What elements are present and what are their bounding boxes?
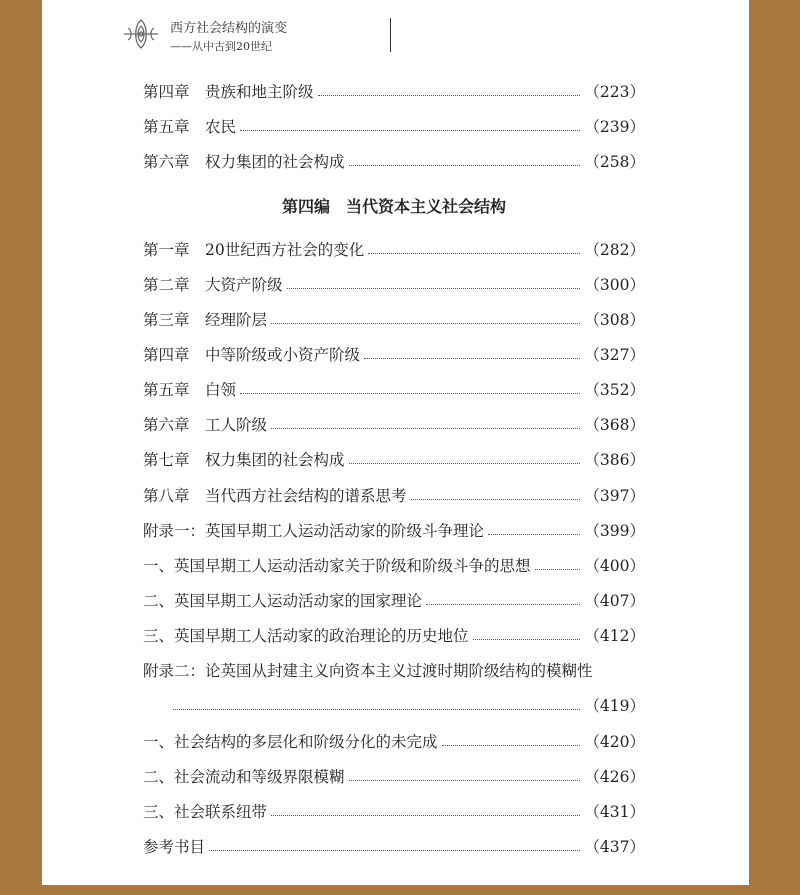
toc-entry (143, 115, 645, 139)
toc-entry-title: 第六章 权力集团的社会构成 (143, 153, 345, 171)
toc-entry-page: （368） (584, 416, 645, 434)
toc-entry-title: 第二章 大资产阶级 (143, 276, 283, 294)
dot-leader (349, 165, 581, 166)
toc-entry-page: （419） (584, 697, 645, 715)
toc-entry-title: 第一章 20世纪西方社会的变化 (143, 241, 365, 259)
toc-entry-page: （352） (584, 381, 645, 399)
dot-leader (318, 95, 581, 96)
toc-entry (143, 800, 645, 824)
toc-entry-title: 二、社会流动和等级界限模糊 (143, 768, 345, 786)
toc-entry (143, 343, 645, 367)
toc-entry-page: （400） (584, 557, 645, 575)
dot-leader (411, 499, 581, 500)
dot-leader (287, 288, 581, 289)
toc-entry-title: 第三章 经理阶层 (143, 311, 268, 329)
toc-entry (143, 835, 645, 859)
dot-leader (271, 428, 580, 429)
header-divider (390, 18, 391, 52)
toc-entry (143, 378, 645, 402)
dot-leader (349, 463, 581, 464)
toc-entry (143, 519, 645, 543)
toc-entry-page: （399） (584, 522, 645, 540)
toc-entry (143, 624, 645, 648)
dot-leader (173, 709, 580, 710)
toc-entry-page: （437） (584, 838, 645, 856)
toc-entry-page: （407） (584, 592, 645, 610)
toc-entry (143, 589, 645, 613)
toc-entry-title: 三、英国早期工人活动家的政治理论的历史地位 (143, 627, 469, 645)
dot-leader (426, 604, 580, 605)
toc-entry-page: （308） (584, 311, 645, 329)
dot-leader (364, 358, 580, 359)
toc-entry-title: 第五章 农民 (143, 118, 237, 136)
dot-leader (488, 534, 580, 535)
dot-leader (349, 780, 581, 781)
book-title: 西方社会结构的演变 (170, 21, 288, 36)
dot-leader (368, 253, 580, 254)
toc-entry (143, 730, 645, 754)
dot-leader (535, 569, 581, 570)
toc-entry-page: （282） (584, 241, 645, 259)
toc-entry-page: （412） (584, 627, 645, 645)
toc-entry-page: （327） (584, 346, 645, 364)
toc-entry (143, 80, 645, 104)
dot-leader (209, 850, 580, 851)
book-page (42, 0, 749, 885)
dot-leader (473, 639, 581, 640)
toc-entry (143, 765, 645, 789)
toc-entry-title: 第八章 当代西方社会结构的谱系思考 (143, 487, 407, 505)
dot-leader (240, 393, 580, 394)
toc-entry-page: （426） (584, 768, 645, 786)
toc-entry (143, 554, 645, 578)
toc-entry-page: （223） (584, 83, 645, 101)
toc-entry-title: 附录二：论英国从封建主义向资本主义过渡时期阶级结构的模糊性 (143, 662, 593, 680)
toc-entry-page: （397） (584, 487, 645, 505)
dot-leader (271, 323, 580, 324)
toc-entry-title: 第四章 中等阶级或小资产阶级 (143, 346, 361, 364)
dot-leader (271, 815, 580, 816)
toc-entry (143, 448, 645, 472)
toc-entry (143, 308, 645, 332)
toc-entry-page: （239） (584, 118, 645, 136)
toc-entry-title: 第四章 贵族和地主阶级 (143, 83, 314, 101)
toc-entry-title: 第七章 权力集团的社会构成 (143, 451, 345, 469)
toc-entry-title: 一、英国早期工人运动活动家关于阶级和阶级斗争的思想 (143, 557, 531, 575)
ornament-icon (122, 16, 160, 52)
dot-leader (442, 745, 581, 746)
toc-entry (143, 238, 645, 262)
toc-entry-title: 第六章 工人阶级 (143, 416, 268, 434)
toc-entry (173, 694, 645, 718)
toc-entry (143, 484, 645, 508)
toc-entry-page: （258） (584, 153, 645, 171)
toc-entry-title: 三、社会联系纽带 (143, 803, 268, 821)
dot-leader (240, 130, 580, 131)
toc-entry (143, 150, 645, 174)
toc-entry-title: 二、英国早期工人运动活动家的国家理论 (143, 592, 423, 610)
toc-entry-title: 第五章 白领 (143, 381, 237, 399)
toc-entry-title: 参考书目 (143, 838, 206, 856)
toc-entry-title: 一、社会结构的多层化和阶级分化的未完成 (143, 733, 438, 751)
toc-entry-page: （420） (584, 733, 645, 751)
section-heading: 第四编 当代资本主义社会结构 (281, 197, 506, 216)
toc-entry (143, 273, 645, 297)
book-subtitle: ——从中古到20世纪 (170, 40, 272, 53)
toc-entry (143, 413, 645, 437)
toc-entry-page: （300） (584, 276, 645, 294)
toc-entry-title: 附录一：英国早期工人运动活动家的阶级斗争理论 (143, 522, 485, 540)
toc-entry-page: （386） (584, 451, 645, 469)
toc-entry-page: （431） (584, 803, 645, 821)
